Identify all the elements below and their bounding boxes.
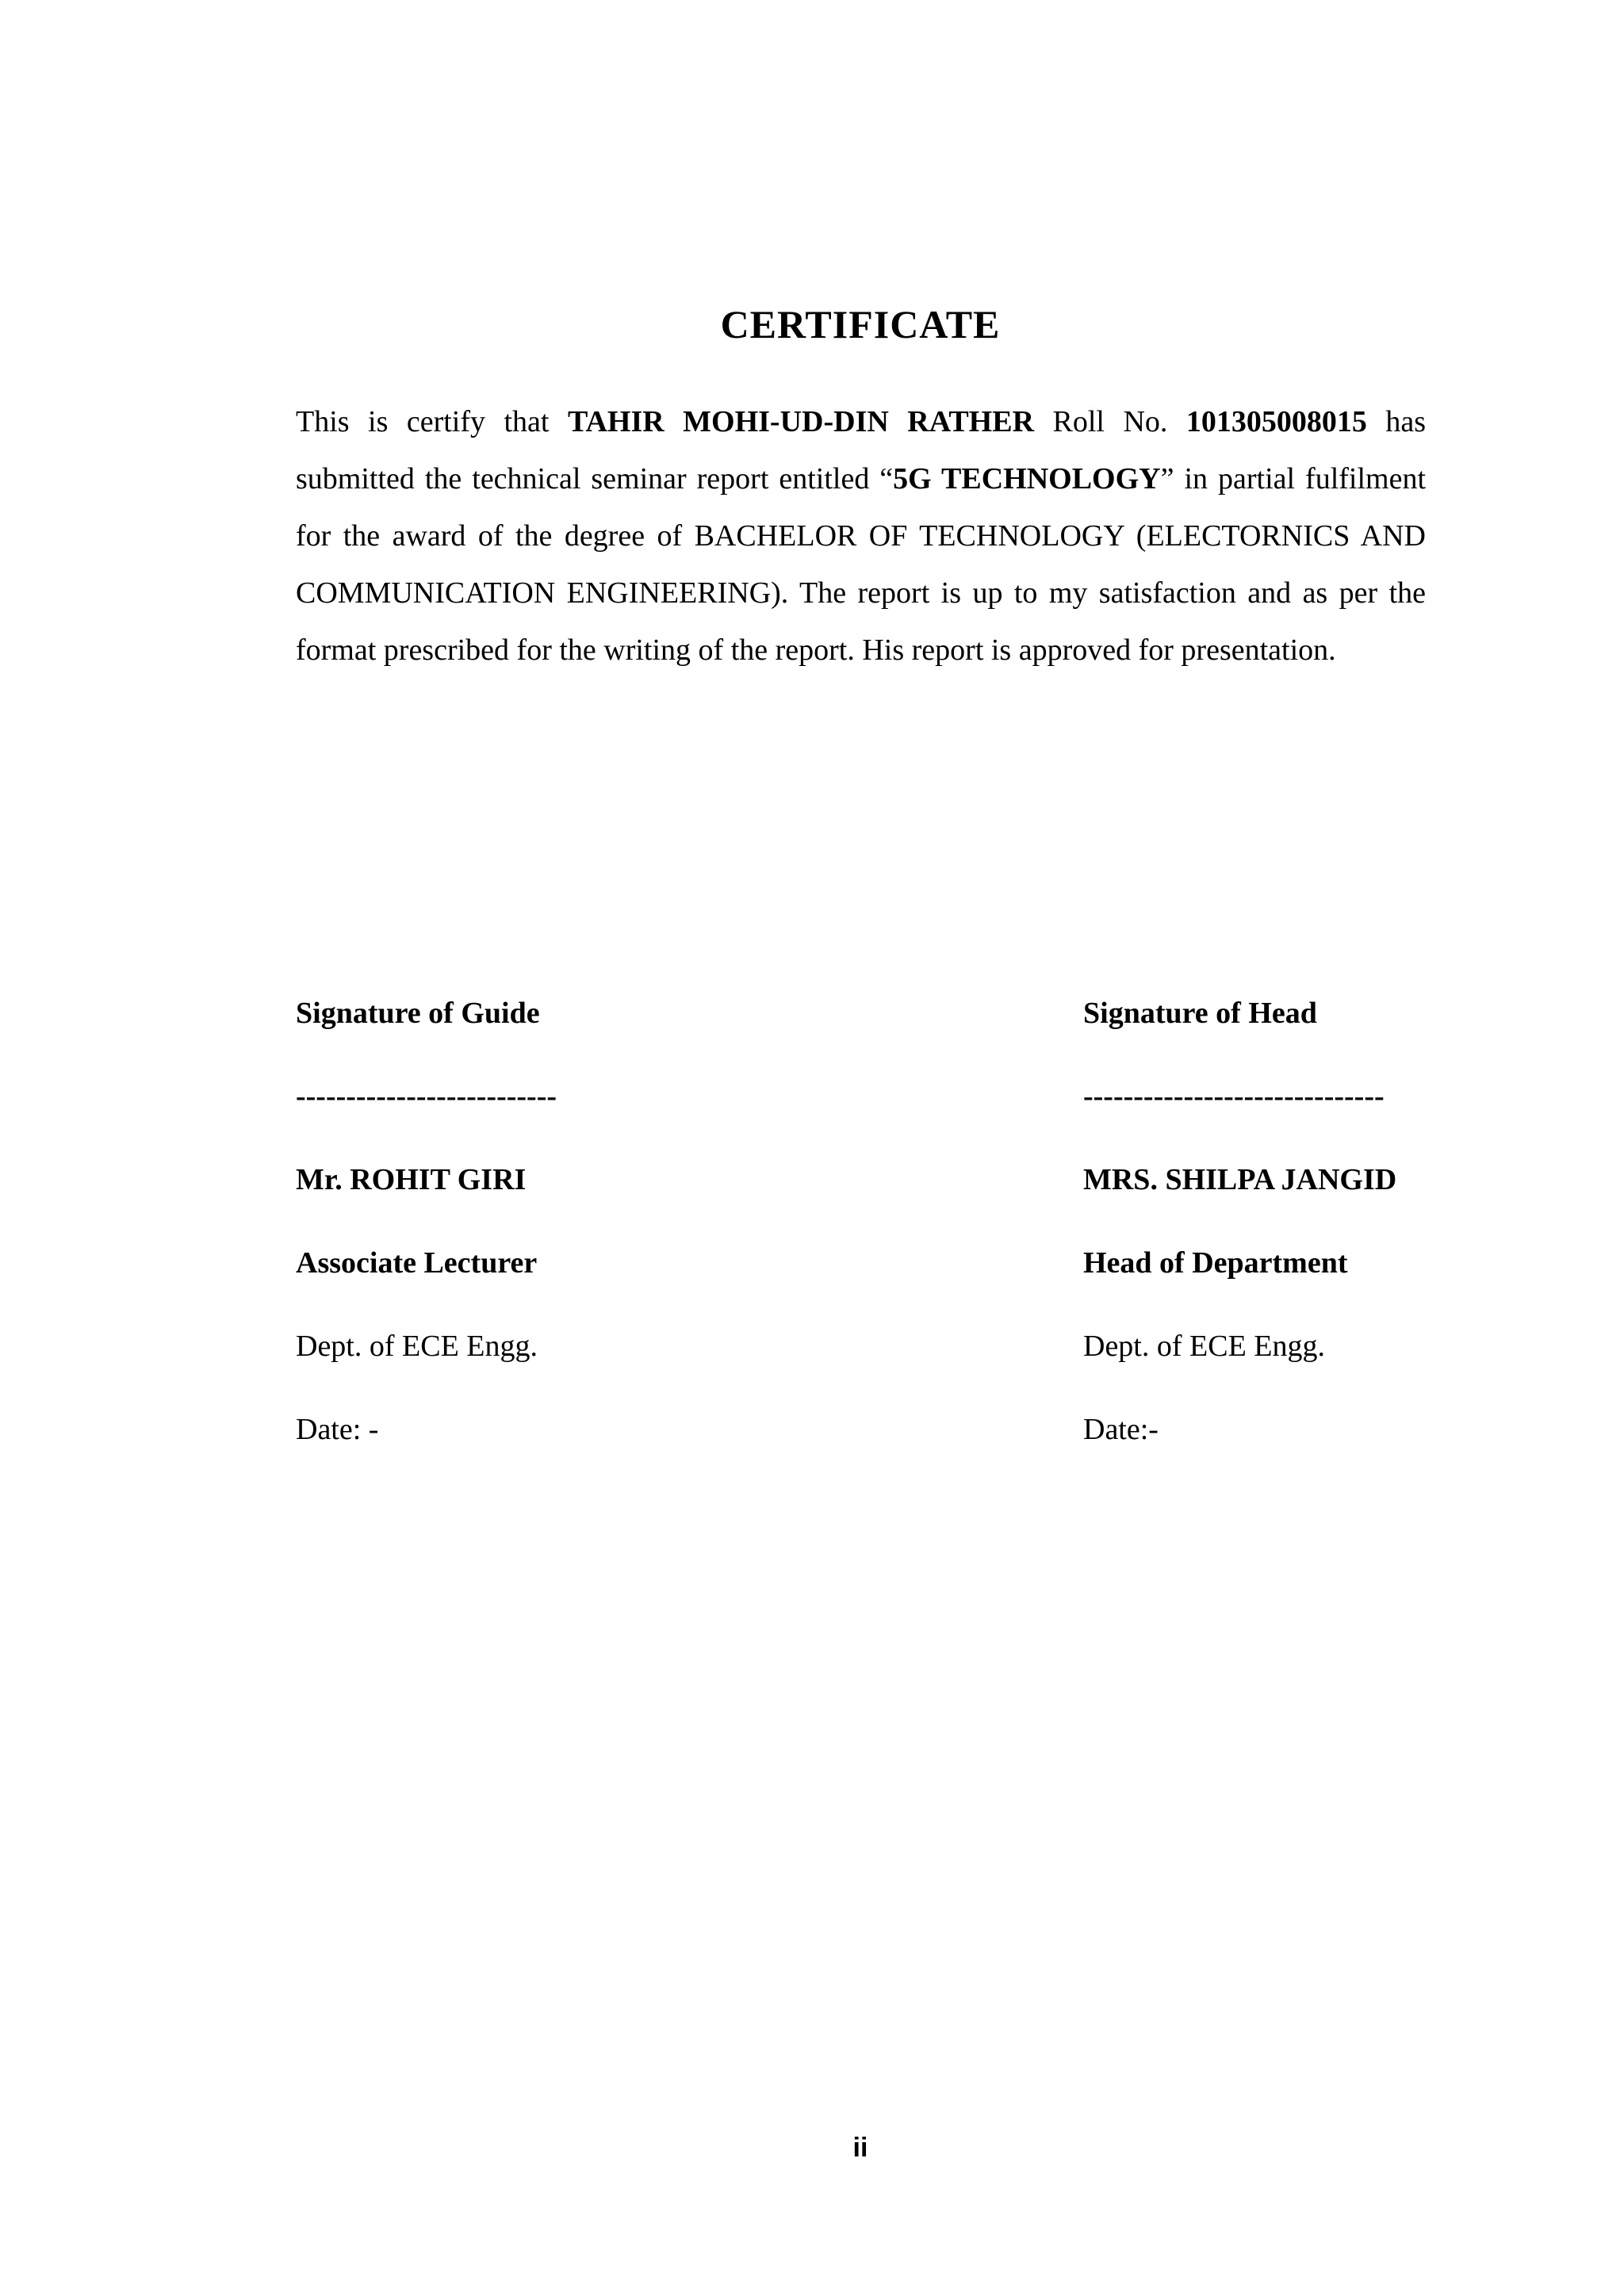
head-name: MRS. SHILPA JANGID <box>1083 1163 1397 1196</box>
paragraph-text-3: has submitted the technical seminar report entitled “ <box>296 405 1427 496</box>
report-title: 5G TECHNOLOGY <box>893 462 1161 496</box>
certificate-title: CERTIFICATE <box>720 302 1001 346</box>
guide-signature-label: Signature of Guide <box>296 997 540 1030</box>
certificate-paragraph <box>296 393 1426 679</box>
head-date: Date:- <box>1083 1413 1159 1446</box>
guide-department: Dept. of ECE Engg. <box>296 1330 538 1363</box>
head-designation: Head of Department <box>1083 1246 1348 1280</box>
student-name: TAHIR MOHI-UD-DIN RATHER <box>567 405 1035 438</box>
page-number: ii <box>852 2133 868 2163</box>
guide-date: Date: - <box>296 1413 379 1446</box>
guide-name: Mr. ROHIT GIRI <box>296 1163 527 1196</box>
paragraph-text-1: This is certify that <box>296 405 568 438</box>
head-signature-line: ------------------------------ <box>1083 1080 1385 1113</box>
guide-signature-line: -------------------------- <box>296 1080 557 1113</box>
head-signature-block <box>1083 991 1396 1490</box>
head-signature-label: Signature of Head <box>1083 997 1317 1030</box>
guide-designation: Associate Lecturer <box>296 1246 538 1280</box>
head-department: Dept. of ECE Engg. <box>1083 1330 1326 1363</box>
paragraph-text-4: ” in partial fulfilment for the award of the degree of BACHELOR OF TECHNOLOGY (ELECTORNICS AND COMMUNICATION ENGINEERING). The report is up to my satisfaction and as per the format prescribed for the writing of the report. His report is approved for presentation. <box>296 462 1427 667</box>
guide-signature-block <box>296 991 557 1490</box>
roll-number: 101305008015 <box>1185 405 1367 438</box>
paragraph-text-2: Roll No. <box>1034 405 1186 438</box>
